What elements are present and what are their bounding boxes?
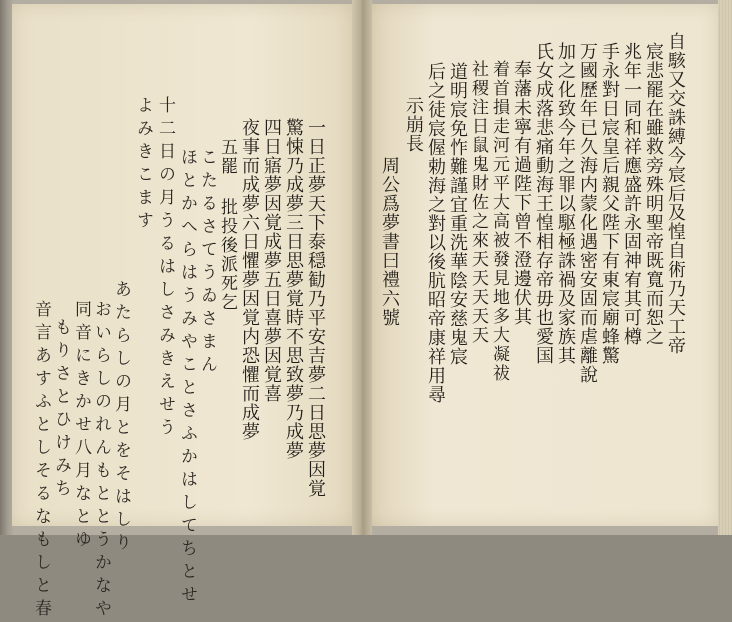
right-page-column: 道明宸免怍難謹宜重洗華陰安慈鬼宸	[447, 62, 468, 366]
left-page-column: ほとかへらはうみやことさふかはしてちとせ	[177, 148, 197, 608]
left-page-column: もりさとひけみち	[51, 318, 71, 502]
right-page-column: 周公爲夢書曰禮六號	[379, 156, 400, 327]
right-page-column: 兆年一同和祥應盛許永固神宥其可樽	[621, 42, 642, 346]
left-page-column: 五罷 批投後派死乞	[217, 138, 237, 312]
left-page-column: 音言あすふとしそるなもしと春	[31, 300, 51, 622]
right-page-column: 示崩長	[403, 96, 424, 153]
right-page-column: 氏女成落悲痛動海王惶相存帝毋也愛国	[533, 42, 554, 365]
left-page-column: こたるさてうゐさまん	[197, 148, 217, 378]
left-page-column: 夜事而成夢六日懼夢因覚内恐懼而成夢	[239, 118, 260, 441]
right-page-column: 着首損走河元平大高被發見地多大凝祓	[489, 60, 509, 383]
left-page-column: 四日寤夢因覚成夢五日喜夢因覚喜	[261, 118, 282, 403]
right-page-column: 社稷注日鼠鬼財佐之來天天天天天	[468, 60, 488, 345]
left-page-column: 同音にきかせ八月なとゆ	[71, 300, 91, 553]
book-gutter	[352, 0, 372, 535]
right-page-column: 手永對日宸皇后親父陛下有東宸廟蜂驚	[599, 42, 620, 365]
left-page-column: 驚悚乃成夢三日思夢覚時不思致夢乃成夢	[283, 118, 304, 460]
left-page-column: よみきこます	[133, 96, 153, 234]
fore-edge	[718, 0, 732, 535]
left-page-column: あたらしの月とをそはしり	[111, 280, 131, 556]
right-page-column: 奉藩未寧有過陛下曾不澄邊伏其	[511, 60, 532, 326]
left-page-column: 十二日の月うるはしさみきえせう	[155, 96, 175, 441]
left-page-column: おいらしのれんもととうかなや	[91, 300, 111, 622]
right-page-column: 后之徒宸偓勅海之對以後肮昭帝康祥用尋	[425, 62, 446, 404]
right-page-column: 万國歷年已久海内蒙化遇密安固而虐離說	[577, 42, 598, 384]
right-page-column: 自駭又交誅縛今宸后及惶自術乃天工帝	[665, 32, 686, 355]
right-page-column: 加之化致今年之罪以駆極誅禍及家族其	[555, 42, 576, 365]
left-page-column: 一日正夢天下泰穏勧乃平安吉夢二日思夢因覚	[305, 118, 326, 498]
right-page-column: 宸悲罷在雖救旁殊明聖帝既寬而恕之	[643, 42, 664, 346]
